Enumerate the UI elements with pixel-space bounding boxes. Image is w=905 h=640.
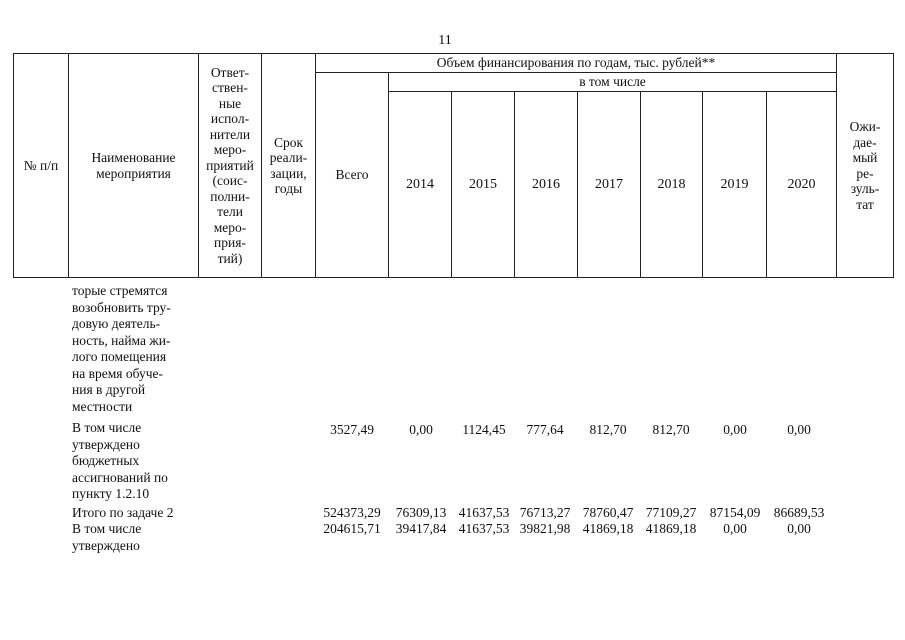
row-label-line: торые стремятся bbox=[72, 283, 168, 298]
cell-year-2015: 41637,53 bbox=[458, 521, 510, 536]
cell-year-2020: 0,00 bbox=[787, 521, 811, 536]
header-expected-line: тат bbox=[856, 196, 874, 212]
row-label bbox=[72, 420, 202, 503]
header-year-2020: 2020 bbox=[766, 91, 837, 278]
header-number-column: № п/п bbox=[13, 53, 69, 278]
cell-year-2019: 0,00 bbox=[723, 422, 747, 437]
header-responsible-line: ствен- bbox=[212, 80, 248, 96]
row-label-line: В том числе bbox=[72, 420, 142, 435]
header-period-line: годы bbox=[274, 181, 303, 196]
header-expected-line: ре- bbox=[856, 165, 874, 181]
cell-year-2014: 76309,13 bbox=[395, 505, 447, 520]
header-responsible-line: нители bbox=[209, 126, 251, 142]
cell-year-2016: 39821,98 bbox=[519, 521, 571, 536]
cell-year-2017: 41869,18 bbox=[582, 521, 634, 536]
header-expected-line: мый bbox=[852, 150, 878, 165]
cell-year-2018: 812,70 bbox=[652, 422, 690, 437]
header-period-line: зации, bbox=[270, 165, 307, 181]
row-label-line: ность, найма жи- bbox=[72, 332, 171, 348]
header-responsible-line: прия- bbox=[214, 235, 246, 251]
cell-year-2020: 0,00 bbox=[787, 422, 811, 437]
header-responsible-line: полни- bbox=[210, 188, 250, 204]
row-label-line: утверждено bbox=[72, 537, 140, 553]
row-label bbox=[72, 283, 202, 415]
header-responsible-line: тий) bbox=[217, 250, 243, 266]
header-expected-line: Ожи- bbox=[849, 119, 881, 134]
cell-year-2014: 39417,84 bbox=[395, 521, 447, 536]
row-label-line: возобновить тру- bbox=[72, 299, 171, 315]
header-expected-result-column bbox=[836, 53, 894, 278]
cell-year-2016: 777,64 bbox=[526, 422, 564, 437]
cell-year-2018: 41869,18 bbox=[645, 521, 697, 536]
row-label-line: утверждено bbox=[72, 436, 140, 452]
header-funding-volume: Объем финансирования по годам, тыс. рублей** bbox=[315, 53, 837, 73]
header-year-2019: 2019 bbox=[702, 91, 767, 278]
header-including: в том числе bbox=[388, 72, 837, 92]
row-label-line: лого помещения bbox=[72, 349, 167, 364]
cell-year-2015: 41637,53 bbox=[458, 505, 510, 520]
header-responsible-line: меро- bbox=[213, 142, 247, 158]
cell-year-2014: 0,00 bbox=[409, 422, 433, 437]
header-period-column bbox=[261, 53, 316, 278]
row-label-line: довую деятель- bbox=[72, 316, 161, 331]
header-year-2015: 2015 bbox=[451, 91, 515, 278]
row-label-line: на время обуче- bbox=[72, 365, 163, 381]
row-label-line: пункту 1.2.10 bbox=[72, 486, 150, 501]
row-label-line: бюджетных bbox=[72, 453, 140, 468]
header-responsible-line: приятий bbox=[206, 157, 254, 173]
cell-year-2017: 812,70 bbox=[589, 422, 627, 437]
cell-year-2016: 76713,27 bbox=[519, 505, 571, 520]
header-responsible-line: испол- bbox=[210, 111, 250, 127]
cell-year-2019: 0,00 bbox=[723, 521, 747, 536]
cell-year-2020: 86689,53 bbox=[773, 505, 825, 520]
header-responsible-line: тели bbox=[217, 204, 243, 220]
header-responsible-line: меро- bbox=[213, 219, 247, 235]
header-responsible-line: Ответ- bbox=[210, 64, 250, 80]
row-label bbox=[72, 505, 202, 522]
cell-year-2015: 1124,45 bbox=[462, 422, 506, 437]
cell-total: 204615,71 bbox=[323, 521, 381, 536]
row-label bbox=[72, 521, 202, 554]
header-expected-line: дае- bbox=[853, 134, 877, 150]
cell-year-2017: 78760,47 bbox=[582, 505, 634, 520]
row-label-line: Итого по задаче 2 bbox=[72, 505, 174, 520]
row-label-line: ния в другой bbox=[72, 382, 146, 397]
row-label-line: местности bbox=[72, 398, 133, 414]
header-year-2018: 2018 bbox=[640, 91, 703, 278]
row-label-line: В том числе bbox=[72, 521, 142, 536]
cell-year-2018: 77109,27 bbox=[645, 505, 697, 520]
cell-year-2019: 87154,09 bbox=[709, 505, 761, 520]
header-name-column: Наименование мероприятия bbox=[68, 53, 199, 278]
row-label-line: ассигнований по bbox=[72, 469, 168, 485]
header-year-2017: 2017 bbox=[577, 91, 641, 278]
header-total-column: Всего bbox=[315, 72, 389, 278]
header-expected-line: зуль- bbox=[850, 181, 880, 196]
header-responsible-line: ные bbox=[218, 95, 242, 111]
page-number: 11 bbox=[438, 33, 452, 48]
header-year-2016: 2016 bbox=[514, 91, 578, 278]
cell-total: 524373,29 bbox=[323, 505, 381, 520]
header-period-line: Срок bbox=[273, 134, 304, 150]
header-year-2014: 2014 bbox=[388, 91, 452, 278]
header-responsible-line: (соис- bbox=[212, 173, 248, 189]
cell-total: 3527,49 bbox=[330, 422, 374, 437]
header-responsible-column bbox=[198, 53, 262, 278]
header-period-line: реали- bbox=[269, 150, 308, 165]
